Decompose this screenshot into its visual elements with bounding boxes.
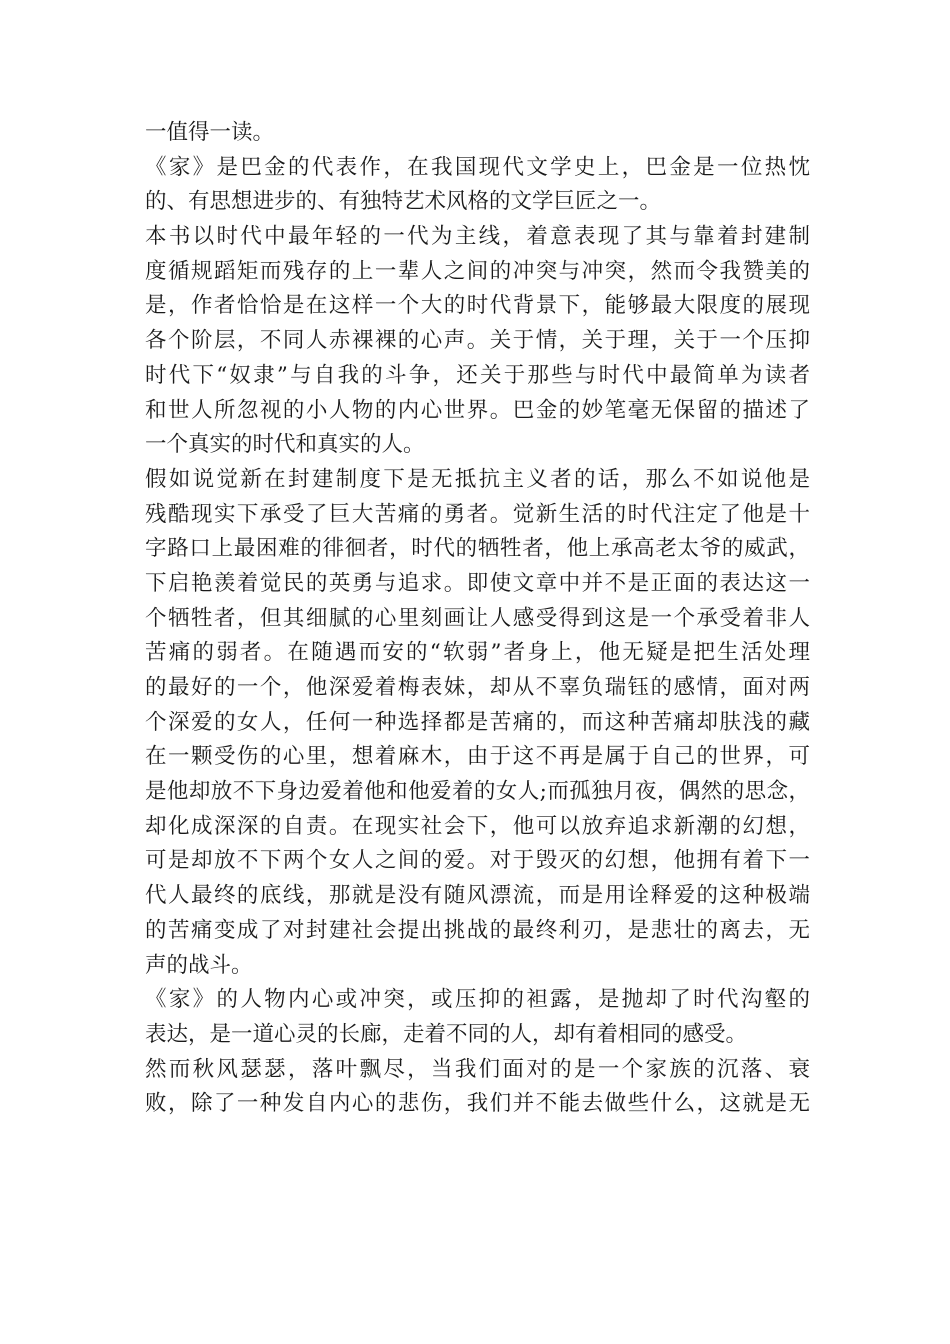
text-line: 苦痛的弱者。在随遇而安的“软弱”者身上，他无疑是把生活处理	[145, 640, 810, 666]
text-line: 可是却放不下两个女人之间的爱。对于毁灭的幻想，他拥有着下一	[145, 848, 810, 874]
text-line: 声的战斗。	[145, 952, 253, 978]
text-line: 的、有思想进步的、有独特艺术风格的文学巨匠之一。	[145, 189, 662, 215]
text-line: 一值得一读。	[145, 120, 275, 145]
text-line: 的苦痛变成了对封建社会提出挑战的最终利刃，是悲壮的离去，无	[145, 917, 810, 943]
text-line: 下启艳羡着觉民的英勇与追求。即使文章中并不是正面的表达这一	[145, 570, 810, 596]
body-text	[145, 116, 810, 1122]
text-line: 假如说觉新在封建制度下是无抵抗主义者的话，那么不如说他是	[145, 466, 810, 492]
text-line: 《家》是巴金的代表作，在我国现代文学史上，巴金是一位热忱	[145, 154, 810, 180]
text-line: 时代下“奴隶”与自我的斗争，还关于那些与时代中最简单为读者	[145, 362, 810, 388]
text-line: 个深爱的女人，任何一种选择都是苦痛的，而这种苦痛却肤浅的藏	[145, 709, 810, 735]
text-line: 个牺牲者，但其细腻的心里刻画让人感受得到这是一个承受着非人	[145, 605, 810, 631]
text-line: 然而秋风瑟瑟，落叶飘尽，当我们面对的是一个家族的沉落、衰	[145, 1056, 810, 1082]
text-line: 是，作者恰恰是在这样一个大的时代背景下，能够最大限度的展现	[145, 293, 810, 319]
text-line: 各个阶层，不同人赤裸裸的心声。关于情，关于理，关于一个压抑	[145, 328, 810, 354]
text-line: 代人最终的底线，那就是没有随风漂流，而是用诠释爱的这种极端	[145, 883, 810, 909]
text-line: 是他却放不下身边爱着他和他爱着的女人;而孤独月夜，偶然的思念，	[145, 779, 810, 805]
text-line: 和世人所忽视的小人物的内心世界。巴金的妙笔毫无保留的描述了	[145, 397, 810, 423]
text-line: 却化成深深的自责。在现实社会下，他可以放弃追求新潮的幻想，	[145, 813, 810, 839]
text-line: 残酷现实下承受了巨大苦痛的勇者。觉新生活的时代注定了他是十	[145, 501, 810, 527]
text-line: 在一颗受伤的心里，想着麻木，由于这不再是属于自己的世界，可	[145, 744, 810, 770]
text-line: 表达，是一道心灵的长廊，走着不同的人，却有着相同的感受。	[145, 1021, 748, 1047]
text-line: 字路口上最困难的徘徊者，时代的牺牲者，他上承高老太爷的威武，	[145, 536, 810, 562]
text-line: 本书以时代中最年轻的一代为主线，着意表现了其与靠着封建制	[145, 224, 810, 250]
text-line: 《家》的人物内心或冲突，或压抑的袒露，是抛却了时代沟壑的	[145, 987, 810, 1013]
text-line: 度循规蹈矩而残存的上一辈人之间的冲突与冲突，然而令我赞美的	[145, 258, 810, 284]
text-line: 一个真实的时代和真实的人。	[145, 432, 425, 458]
text-line: 的最好的一个，他深爱着梅表妹，却从不辜负瑞钰的感情，面对两	[145, 675, 810, 700]
text-line: 败，除了一种发自内心的悲伤，我们并不能去做些什么，这就是无	[145, 1091, 810, 1117]
